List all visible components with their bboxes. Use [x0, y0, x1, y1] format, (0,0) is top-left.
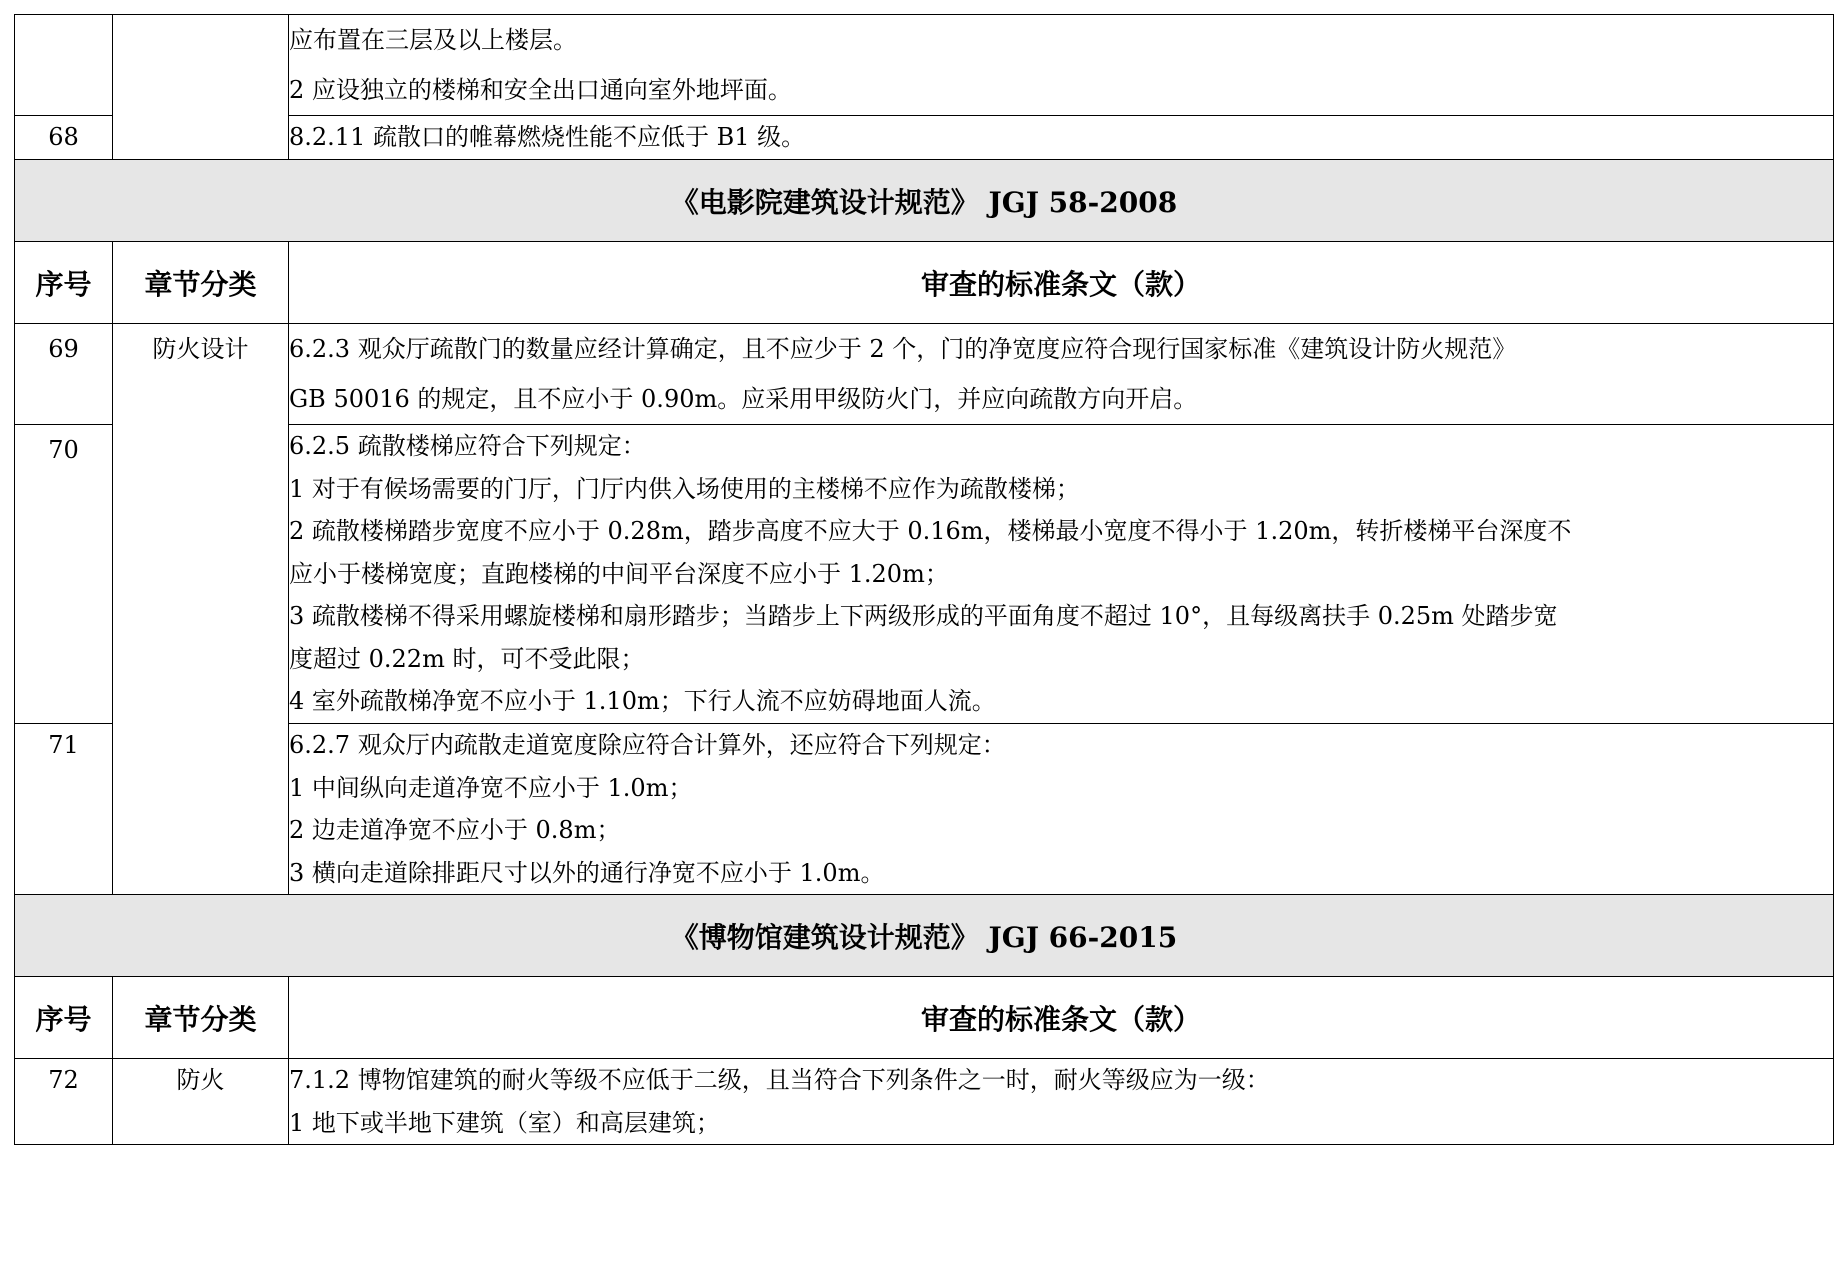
header-category: 章节分类 [113, 977, 289, 1059]
standards-table [14, 14, 1834, 1145]
clause-text-cell [289, 425, 1834, 724]
table-row [15, 1059, 1834, 1145]
category-cell [113, 15, 289, 160]
clause-line: 3 疏散楼梯不得采用螺旋楼梯和扇形踏步；当踏步上下两级形成的平面角度不超过 10°，且每级离扶手 0.25m 处踏步宽 [289, 602, 1558, 630]
header-clause: 审查的标准条文（款） [289, 242, 1834, 324]
row-number: 68 [15, 116, 113, 160]
table-row [15, 324, 1834, 425]
clause-line: 6.2.5 疏散楼梯应符合下列规定： [289, 432, 646, 460]
clause-line: 度超过 0.22m 时，可不受此限； [289, 644, 645, 673]
clause-line: GB 50016 的规定，且不应小于 0.90m。应采用甲级防火门，并应向疏散方向开启。 [289, 385, 1198, 413]
clause-line: 2 应设独立的楼梯和安全出口通向室外地坪面。 [289, 76, 792, 104]
section-title-row [15, 160, 1834, 242]
table-header-row [15, 242, 1834, 324]
clause-line: 2 边走道净宽不应小于 0.8m； [289, 816, 621, 844]
clause-line: 3 横向走道除排距尺寸以外的通行净宽不应小于 1.0m。 [289, 858, 885, 887]
header-number: 序号 [15, 977, 113, 1059]
section-title: 《电影院建筑设计规范》 JGJ 58-2008 [15, 160, 1834, 242]
clause-text-cell [289, 724, 1834, 895]
row-number-cell [15, 15, 113, 116]
clause-line: 1 中间纵向走道净宽不应小于 1.0m； [289, 773, 693, 802]
clause-text-cell [289, 324, 1834, 425]
table-header-row [15, 977, 1834, 1059]
clause-line: 6.2.3 观众厅疏散门的数量应经计算确定，且不应少于 2 个，门的净宽度应符合现行国家标准《建筑设计防火规范》 [289, 335, 1517, 363]
clause-line: 应布置在三层及以上楼层。 [289, 26, 577, 54]
header-number: 序号 [15, 242, 113, 324]
clause-line: 8.2.11 疏散口的帷幕燃烧性能不应低于 B1 级。 [289, 123, 806, 151]
row-number: 71 [15, 724, 113, 895]
category-cell: 防火设计 [113, 324, 289, 895]
header-category: 章节分类 [113, 242, 289, 324]
header-clause: 审查的标准条文（款） [289, 977, 1834, 1059]
row-number: 72 [15, 1059, 113, 1145]
clause-line: 2 疏散楼梯踏步宽度不应小于 0.28m，踏步高度不应大于 0.16m，楼梯最小宽度不得小于 1.20m，转折楼梯平台深度不 [289, 517, 1572, 545]
clause-line: 1 地下或半地下建筑（室）和高层建筑； [289, 1108, 720, 1137]
row-number: 70 [15, 425, 113, 724]
clause-text-cell [289, 15, 1834, 116]
clause-line: 4 室外疏散梯净宽不应小于 1.10m；下行人流不应妨碍地面人流。 [289, 687, 996, 715]
clause-line: 应小于楼梯宽度；直跑楼梯的中间平台深度不应小于 1.20m； [289, 559, 949, 588]
section-title-row [15, 895, 1834, 977]
table-row [15, 15, 1834, 116]
section-title: 《博物馆建筑设计规范》 JGJ 66-2015 [15, 895, 1834, 977]
clause-line: 7.1.2 博物馆建筑的耐火等级不应低于二级，且当符合下列条件之一时，耐火等级应为一级： [289, 1066, 1270, 1094]
category-cell: 防火 [113, 1059, 289, 1145]
clause-text-cell [289, 1059, 1834, 1145]
clause-text-cell [289, 116, 1834, 160]
clause-line: 1 对于有候场需要的门厅，门厅内供入场使用的主楼梯不应作为疏散楼梯； [289, 474, 1080, 503]
row-number: 69 [15, 324, 113, 425]
clause-line: 6.2.7 观众厅内疏散走道宽度除应符合计算外，还应符合下列规定： [289, 731, 1006, 759]
